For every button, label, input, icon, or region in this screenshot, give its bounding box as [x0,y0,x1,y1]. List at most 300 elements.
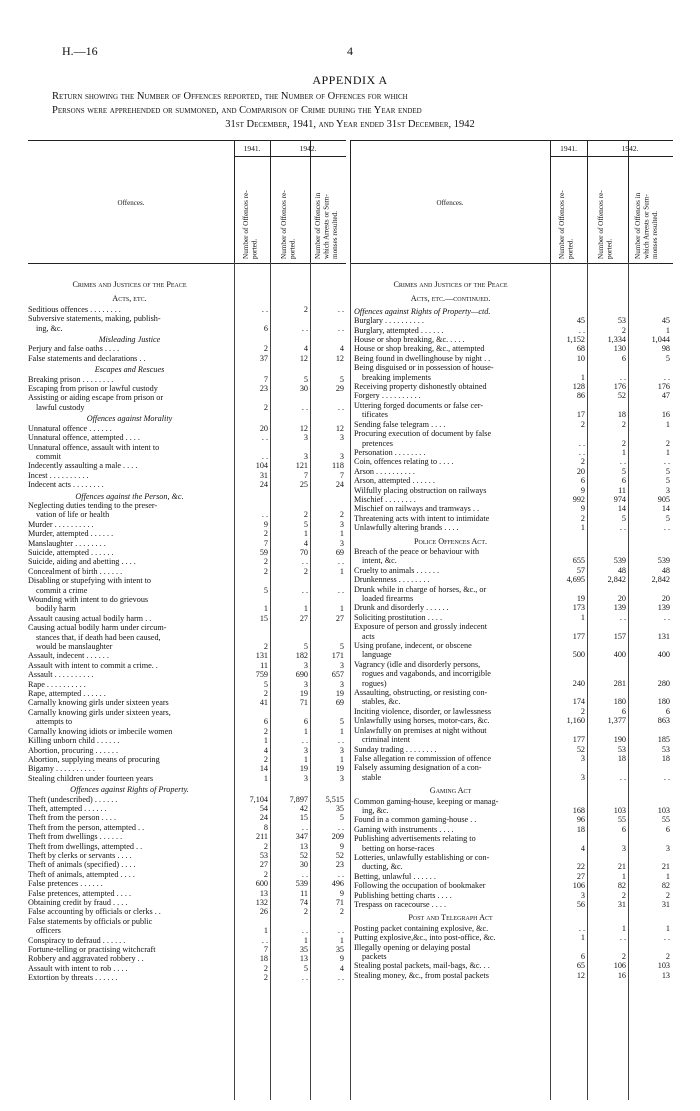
offence-name-line: Exposure of person and grossly indecent [354,622,488,632]
offence-name-continuation: lawful custody [36,402,85,412]
arrests-1942-cell: 280 [657,678,670,688]
reported-1942-cell: 14 [617,504,626,514]
arrests-1942-cell: 6 [665,706,670,716]
arrests-1942-cell: 3 [339,538,344,548]
reported-1942-cell: 281 [613,678,626,688]
reported-1941-cell: 23 [259,384,268,394]
offence-name-line: Robbery and aggravated robbery . . [28,954,144,964]
offence-name [28,290,234,304]
offence-name [28,832,234,841]
right-table [350,140,673,1100]
offence-name-line: Subversive statements, making, publish- [28,314,161,324]
table-row [28,520,346,529]
arrests-1942-cell: 69 [335,698,344,708]
offence-name [28,708,234,727]
offence-name-line: Causing actual bodily harm under circum- [28,623,167,633]
arrests-1942-cell: 209 [331,832,344,842]
arrests-1942-cell: . . [663,523,670,533]
offence-name [354,891,550,900]
table-row [354,716,673,725]
reported-1942-cell: . . [301,869,308,879]
table-row [354,476,673,485]
page-ref: H.—16 [62,44,98,58]
table-row [354,726,673,745]
arrests-1942-cell: 18 [661,753,670,763]
table-row [354,622,673,641]
offence-name [354,326,550,335]
offence-name [28,954,234,963]
table-row [354,391,673,400]
offence-name-line: Assault with intent to commit a crime. . [28,660,158,670]
arrests-1942-cell: 180 [657,697,670,707]
reported-1942-cell: . . [619,457,626,467]
table-row [354,401,673,420]
offence-name [28,860,234,869]
offence-name-line: Indecent acts . . . . . . . . [28,480,104,490]
offence-name [28,557,234,566]
left-col-arrests-1942: Number of Offences in which Arrests or Sum- monses resulted. [314,192,339,259]
offence-name [354,514,550,523]
offence-name [354,834,550,853]
right-table-header [350,140,673,264]
reported-1941-cell: . . [578,438,585,448]
offence-name-line: Posting packet containing explosive, &c. [354,923,489,933]
offence-name-line: Conspiracy to defraud . . . . . . [28,935,126,945]
reported-1941-cell: 177 [572,735,585,745]
table-row [354,523,673,532]
arrests-1942-cell: 2 [665,438,670,448]
offence-name [354,961,550,970]
offence-name-continuation: stables, &c. [362,697,401,707]
table-row [28,623,346,651]
arrests-1942-cell: 118 [332,461,344,471]
reported-1942-cell: 5 [303,374,308,384]
offence-name-continuation: intent, &c. [362,556,397,566]
table-row [28,424,346,433]
offence-name [354,688,550,707]
table-row [28,973,346,982]
offence-name-continuation: ing, &c. [362,805,389,815]
offence-name [354,276,550,290]
reported-1942-cell: 3 [621,843,626,853]
offence-name-line: Gaming with instruments . . . . [354,824,454,834]
offence-name-line: Forgery . . . . . . . . . . [354,391,421,401]
reported-1941-cell: 655 [572,556,585,566]
reported-1942-cell: . . [301,585,308,595]
arrests-1942-cell: 21 [661,862,670,872]
offence-name-line: Drunk and disorderly . . . . . . [354,603,449,613]
reported-1941-cell: 15 [259,613,268,623]
reported-1941-cell: 500 [572,650,585,660]
offence-name-line: Unlawfully on premises at night without [354,725,487,735]
offence-name-line: False statements and declarations . . [28,353,146,363]
offence-name [354,585,550,604]
table-row [28,433,346,442]
reported-1942-cell: 3 [303,679,308,689]
reported-1941-cell: 45 [576,316,585,326]
offence-name [28,363,234,374]
reported-1942-cell: 1 [303,604,308,614]
reported-1942-cell: 15 [299,813,308,823]
table-row [354,504,673,513]
table-row [354,514,673,523]
offence-name [28,813,234,822]
offence-name-line: False allegation re commission of offence [354,753,491,763]
reported-1942-cell: 16 [617,970,626,980]
offence-name [354,660,550,688]
reported-1942-cell: 52 [617,391,626,401]
offence-name-line: Assault with intent to rob . . . . [28,963,128,973]
arrests-1942-cell: 131 [657,631,670,641]
reported-1942-cell: 5 [303,642,308,652]
reported-1941-cell: 1 [580,523,585,533]
offence-name-continuation: acts [362,631,375,641]
arrests-1942-cell: 171 [331,651,344,661]
table-row [28,576,346,595]
offence-name [28,623,234,651]
arrests-1942-cell: 1 [339,726,344,736]
offence-name-line: Vagrancy (idle and disorderly persons, [354,659,481,669]
reported-1941-cell: 20 [576,466,585,476]
table-row [354,486,673,495]
left-col-reported-1941: Number of Offences re- ported. [242,190,259,259]
reported-1941-cell: 177 [572,631,585,641]
reported-1942-cell: 25 [299,480,308,490]
reported-1941-cell: . . [261,433,268,443]
appendix-title: APPENDIX A [312,73,388,87]
offence-name [28,898,234,907]
table-row [28,851,346,860]
arrests-1942-cell: 19 [335,689,344,699]
offence-name [28,680,234,689]
reported-1942-cell: 3 [303,451,308,461]
reported-1941-cell: 600 [255,879,268,889]
offence-name [28,384,234,393]
reported-1941-cell: 1 [263,926,268,936]
offence-name-line: Theft by clerks or servants . . . . [28,850,132,860]
arrests-1942-cell: 103 [657,961,670,971]
offence-name [28,424,234,433]
offence-name [354,504,550,513]
arrests-1942-cell: 5 [339,642,344,652]
offence-name [354,391,550,400]
offence-name-line: Mischief . . . . . . . . [354,494,416,504]
reported-1942-cell: 190 [613,735,626,745]
arrests-1942-cell: 3 [665,843,670,853]
offence-name [354,533,550,547]
offence-name [354,763,550,782]
offence-name-line: Police Offences Act. [413,536,488,546]
offence-name-line: Wilfully placing obstruction on railways [354,485,487,495]
offence-name [354,476,550,485]
offence-name-line: Stealing children under fourteen years [28,773,154,783]
arrests-1942-cell: . . [337,402,344,412]
offence-name [354,335,550,344]
table-row [354,382,673,391]
arrests-1942-cell: 9 [339,841,344,851]
offence-name [28,661,234,670]
arrests-1942-cell: 3 [339,451,344,461]
offence-name [354,933,550,942]
reported-1941-cell: 1 [580,612,585,622]
reported-1941-cell: 6 [580,952,585,962]
table-row [354,335,673,344]
reported-1942-cell: 21 [617,862,626,872]
reported-1942-cell: . . [301,557,308,567]
reported-1942-cell: 30 [299,860,308,870]
offence-name-line: Theft from the person . . . . [28,813,116,823]
reported-1941-cell: 9 [580,504,585,514]
arrests-1942-cell: 71 [335,898,344,907]
table-row [28,907,346,916]
arrests-1942-cell: 2 [665,952,670,962]
table-row [28,384,346,393]
reported-1941-cell: 59 [259,547,268,557]
table-row [354,797,673,816]
offence-name [28,461,234,470]
reported-1942-cell: 2 [303,907,308,917]
offence-name [28,529,234,538]
table-row [28,945,346,954]
reported-1942-cell: 1,334 [607,335,626,345]
arrests-1942-cell: . . [337,323,344,333]
arrests-1942-cell: 139 [657,603,670,613]
reported-1942-cell: 2 [621,952,626,962]
reported-1942-cell: 4 [303,344,308,354]
offence-name [354,754,550,763]
offence-name [28,889,234,898]
offence-name-line: Assault . . . . . . . . . . [28,670,94,680]
reported-1941-cell: 5 [263,679,268,689]
arrests-1942-cell: 1,044 [651,335,670,345]
title-line-1: Return showing the Number of Offences reported, the Number of Offences for which [52,91,408,102]
offence-name-continuation: language [362,650,392,660]
table-row [28,708,346,727]
arrests-1942-cell: 3 [339,433,344,443]
offence-name [28,917,234,936]
table-row [28,567,346,576]
reported-1941-cell: 10 [576,353,585,363]
reported-1941-cell: 106 [572,881,585,891]
table-row [28,393,346,412]
offence-name [28,375,234,384]
table-row [354,566,673,575]
table-row [28,804,346,813]
arrests-1942-cell: 103 [657,805,670,815]
reported-1942-cell: . . [301,402,308,412]
subsection-heading [28,412,346,423]
reported-1942-cell: 2 [621,890,626,900]
offence-name [354,566,550,575]
offence-name-continuation: commit [36,451,62,461]
reported-1941-cell: 2 [263,557,268,567]
table-row [28,305,346,314]
reported-1942-cell: 12 [299,353,308,363]
right-col-reported-1942: Number of Offences re- ported. [597,190,614,259]
reported-1941-cell: 759 [255,670,268,680]
offence-name-line: Assault, indecent . . . . . . [28,651,109,661]
reported-1941-cell: 240 [572,678,585,688]
table-row [354,354,673,363]
reported-1942-cell: 6 [303,717,308,727]
arrests-1942-cell: 3 [339,679,344,689]
offence-name [354,881,550,890]
table-row [354,745,673,754]
reported-1942-cell: 1 [621,871,626,881]
reported-1942-cell: . . [301,736,308,746]
offence-name-line: Neglecting duties tending to the preser- [28,500,158,510]
offence-name-line: Using profane, indecent, or obscene [354,641,472,651]
reported-1941-cell: 2 [263,689,268,699]
offence-name [354,401,550,420]
offence-name-line: Carnally knowing girls under sixteen years, [28,707,171,717]
reported-1942-cell: 2 [621,438,626,448]
reported-1942-cell: 1 [621,923,626,933]
reported-1942-cell: 176 [613,382,626,392]
reported-1941-cell: 104 [255,461,268,471]
arrests-1942-cell: 45 [661,316,670,326]
reported-1941-cell: 14 [259,764,268,774]
offence-name [28,501,234,520]
reported-1942-cell: 3 [303,433,308,443]
offence-name-line: Being found in dwellinghouse by night . . [354,353,491,363]
table-row [354,420,673,429]
reported-1942-cell: 53 [617,316,626,326]
reported-1941-cell: 1 [580,933,585,943]
offence-name [354,872,550,881]
offence-name-line: Escapes and Rescues [94,365,165,375]
reported-1942-cell: 690 [295,670,308,680]
arrests-1942-cell: . . [663,612,670,622]
offence-name-continuation: ing, &c. [36,323,63,333]
reported-1942-cell: . . [619,523,626,533]
table-row [28,595,346,614]
table-row [354,495,673,504]
table-row [354,613,673,622]
offence-name-line: Manslaughter . . . . . . . . [28,538,106,548]
table-row [354,825,673,834]
reported-1941-cell: 1 [263,604,268,614]
subsection-heading [28,333,346,344]
reported-1941-cell: 18 [576,824,585,834]
reported-1941-cell: 131 [255,651,268,661]
offence-name-line: Arson . . . . . . . . . . [354,466,415,476]
arrests-1942-cell: . . [337,736,344,746]
table-row [354,924,673,933]
offence-name [354,354,550,363]
arrests-1942-cell: 9 [339,888,344,898]
reported-1942-cell: 55 [617,815,626,825]
table-row [28,936,346,945]
reported-1941-cell: 26 [259,907,268,917]
reported-1942-cell: 4 [303,538,308,548]
offence-name [354,943,550,962]
arrests-1942-cell: 5,515 [325,794,344,804]
reported-1941-cell: 4 [263,745,268,755]
table-row [28,823,346,832]
offence-name-line: False accounting by officials or clerks . . [28,907,161,917]
reported-1942-cell: 12 [299,423,308,433]
offence-name-continuation: rogues) [362,678,387,688]
offence-name-line: Assaulting, obstructing, or resisting con- [354,688,488,698]
offence-name [354,613,550,622]
offence-name-line: Publishing advertisements relating to [354,834,476,844]
offence-name-line: Fortune-telling or practising witchcraft [28,945,156,955]
arrests-1942-cell: 1 [665,325,670,335]
offence-name [354,900,550,909]
arrests-1942-cell: 5 [665,466,670,476]
offence-name [28,689,234,698]
offence-name [354,486,550,495]
reported-1942-cell: 539 [613,556,626,566]
arrests-1942-cell: 1 [339,604,344,614]
offence-name-line: Post and Telegraph Act [408,913,493,923]
offence-name-line: Inciting violence, disorder, or lawlessness [354,706,492,716]
offence-name-line: Acts, etc. [112,294,147,304]
reported-1941-cell: 2 [263,754,268,764]
reported-1941-cell: 57 [576,565,585,575]
offence-name-line: Falsely assuming designation of a con- [354,763,482,773]
reported-1941-cell: 2 [263,869,268,879]
table-row [28,860,346,869]
reported-1942-cell: . . [301,822,308,832]
table-row [354,326,673,335]
arrests-1942-cell: 12 [335,353,344,363]
reported-1941-cell: 54 [259,803,268,813]
offence-name [28,698,234,707]
reported-1941-cell: 24 [259,480,268,490]
offence-name [28,755,234,764]
offence-name [354,707,550,716]
reported-1941-cell: 6 [263,717,268,727]
arrests-1942-cell: 19 [335,764,344,774]
arrests-1942-cell: 52 [335,850,344,860]
table-row [28,461,346,470]
reported-1941-cell: 1 [263,773,268,783]
table-row [354,603,673,612]
offence-name-line: Putting explosive,&c., into post-office, &c. [354,933,496,943]
offence-name [28,936,234,945]
table-row [28,614,346,623]
offence-name-line: Cruelty to animals . . . . . . [354,565,440,575]
offence-name [28,595,234,614]
reported-1942-cell: . . [619,933,626,943]
reported-1941-cell: 173 [572,603,585,613]
reported-1941-cell: 168 [572,805,585,815]
table-row [28,917,346,936]
table-row [354,660,673,688]
reported-1942-cell: 5 [621,513,626,523]
reported-1941-cell: 2 [263,642,268,652]
table-row [28,954,346,963]
reported-1942-cell: 5 [621,466,626,476]
offence-name [354,448,550,457]
offence-name-continuation: commit a crime [36,585,88,595]
offence-name-line: Carnally knowing girls under sixteen years [28,698,169,708]
offence-name-line: Sending false telegram . . . . [354,419,446,429]
arrests-1942-cell: 3 [339,519,344,529]
reported-1942-cell: 71 [299,698,308,708]
offence-name [354,429,550,448]
table-row [28,314,346,333]
offence-name [354,547,550,566]
offence-name [28,576,234,595]
reported-1941-cell: 27 [576,871,585,881]
reported-1942-cell: 121 [295,461,308,471]
offence-name-line: Indecently assaulting a male . . . . [28,461,138,471]
offence-name [28,480,234,489]
arrests-1942-cell: 1 [339,935,344,945]
